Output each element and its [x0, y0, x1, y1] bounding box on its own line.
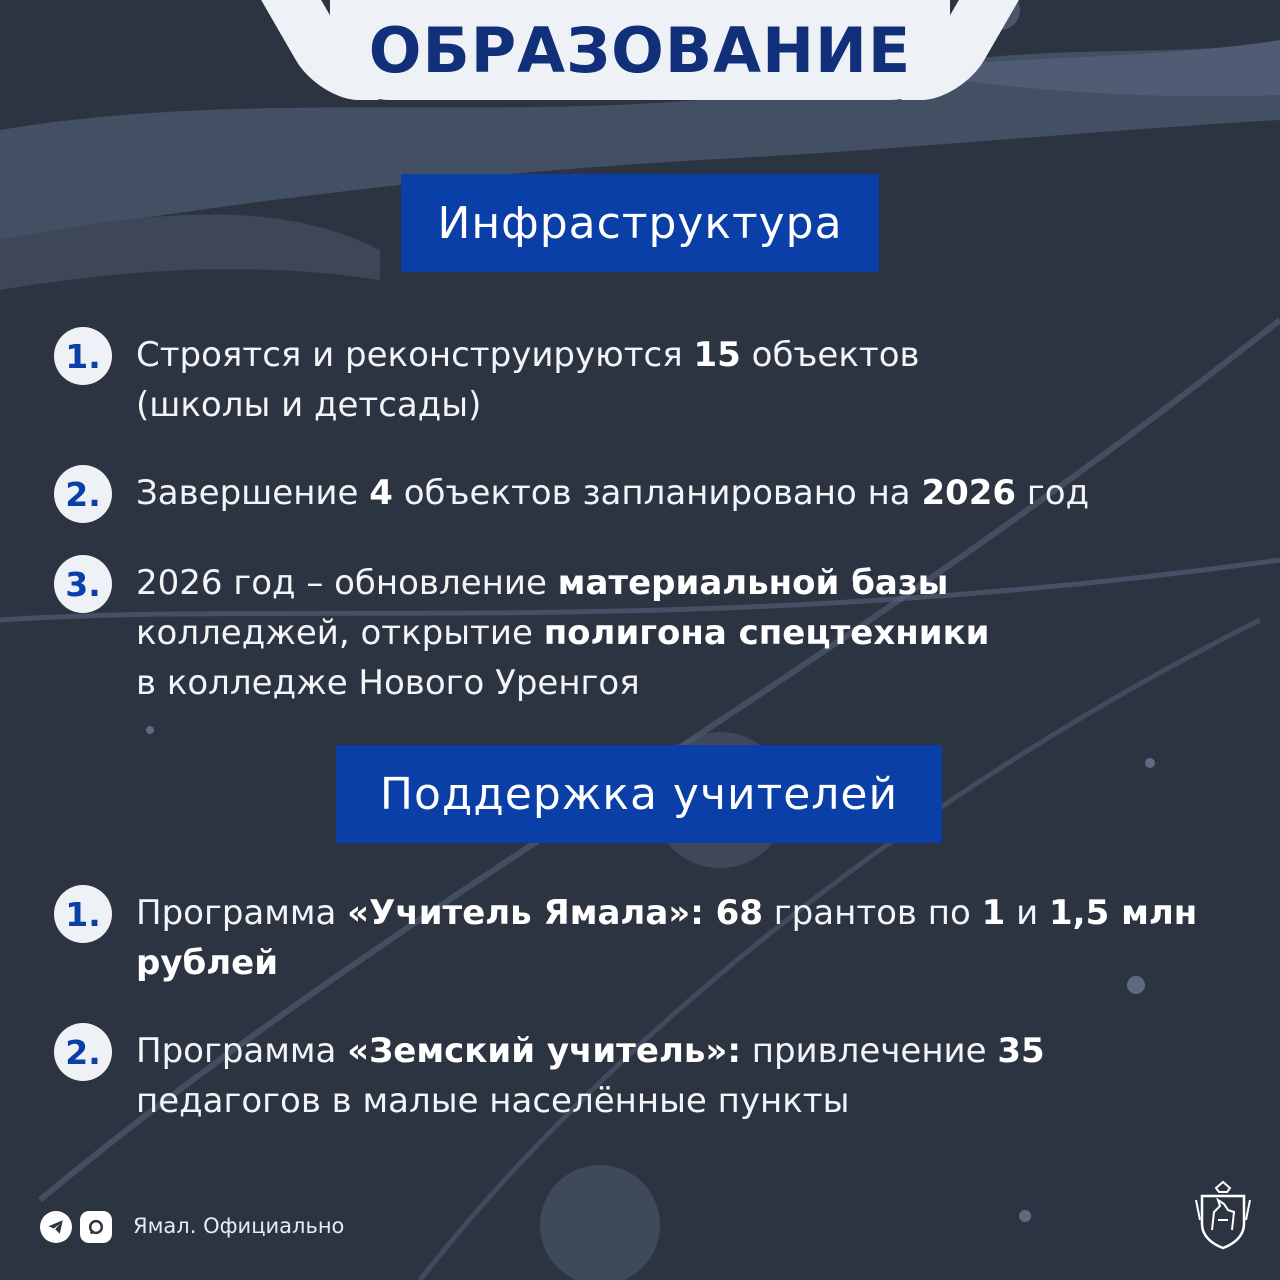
item-text-bold: «Земский учитель»: [347, 1031, 741, 1071]
item-text [136, 330, 920, 430]
item-text [136, 558, 989, 708]
item-text-regular: педагогов в малые населённые пункты [136, 1081, 850, 1121]
item-text-regular: Строятся и реконструируются [136, 335, 694, 375]
list-item [54, 468, 1089, 523]
item-text-regular: привлечение [740, 1031, 998, 1071]
item-number: 3. [54, 555, 112, 613]
list-item [54, 558, 989, 708]
item-text-regular: 2026 год – обновление [136, 563, 558, 603]
item-text-bold: 15 [693, 335, 741, 375]
item-text [136, 468, 1089, 518]
footer-source-label: Ямал. Официально [133, 1214, 345, 1238]
footer-social-icons [40, 1211, 112, 1243]
item-text-regular: и [1005, 893, 1049, 933]
item-text-regular: Программа [136, 893, 348, 933]
item-text-bold: 1 [981, 893, 1006, 933]
item-text-bold: 35 [997, 1031, 1045, 1071]
list-item [54, 1026, 1045, 1126]
item-text-bold: 1,5 млн рублей [136, 893, 1198, 983]
item-number: 2. [54, 1023, 112, 1081]
list-item [54, 330, 920, 430]
telegram-icon[interactable] [40, 1211, 72, 1243]
item-text-regular: грантов по [763, 893, 982, 933]
item-text [136, 888, 1197, 988]
item-number: 1. [54, 327, 112, 385]
item-text-bold: 2026 [921, 473, 1017, 513]
max-messenger-icon[interactable] [80, 1211, 112, 1243]
item-text-bold: 4 [369, 473, 393, 513]
item-number: 2. [54, 465, 112, 523]
list-item [54, 888, 1197, 988]
item-text-bold: материальной базы [557, 563, 949, 603]
item-text-regular: Завершение [136, 473, 370, 513]
item-text-regular: объектов запланировано на [392, 473, 922, 513]
item-text-bold: полигона спецтехники [543, 613, 990, 653]
section-heading-teacher-support: Поддержка учителей [336, 745, 942, 843]
item-text-regular: колледжей, открытие [136, 613, 533, 653]
item-text-regular: год [1016, 473, 1090, 513]
item-text [136, 1026, 1045, 1126]
item-number: 1. [54, 885, 112, 943]
section-heading-infrastructure: Инфраструктура [401, 174, 879, 272]
item-text-regular: Программа [136, 1031, 348, 1071]
page-title: ОБРАЗОВАНИЕ [368, 14, 912, 87]
yamal-coat-of-arms-icon [1194, 1180, 1252, 1252]
item-text-bold: «Учитель Ямала»: 68 [347, 893, 763, 933]
item-text-regular: в колледже Нового Уренгоя [136, 663, 640, 703]
item-text-regular: объектов (школы и детсады) [136, 335, 920, 425]
